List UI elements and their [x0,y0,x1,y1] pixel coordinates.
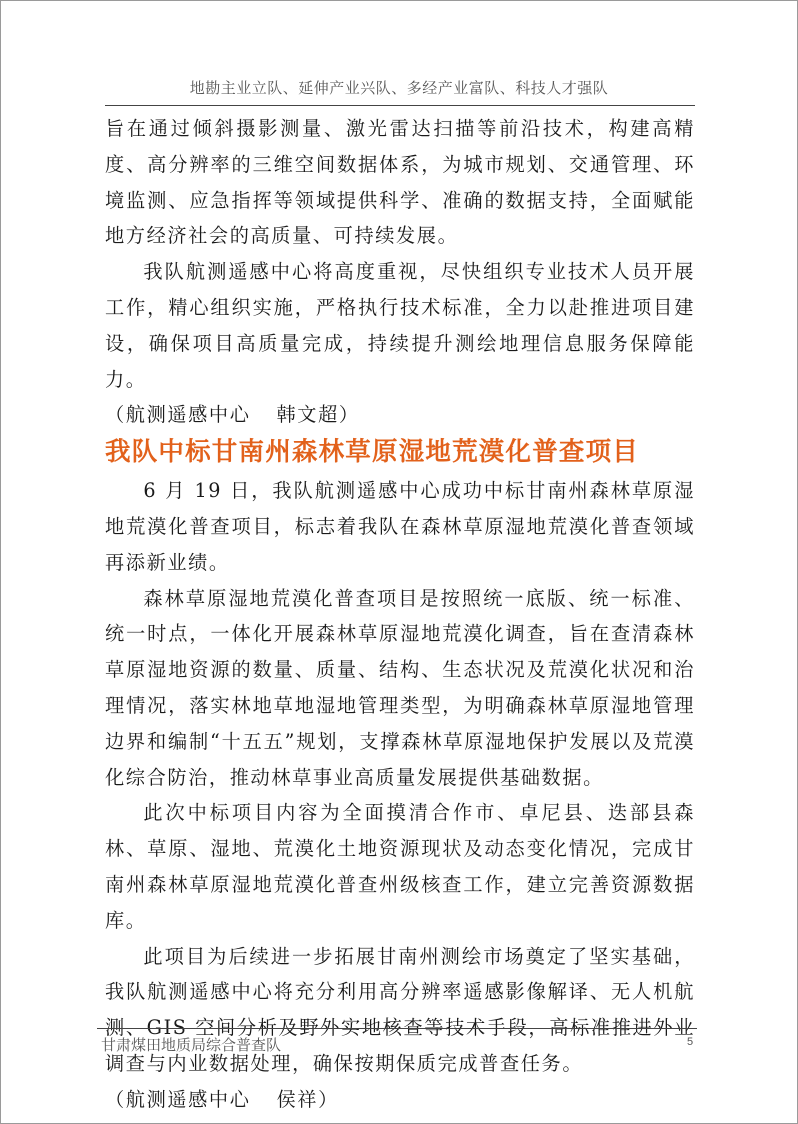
article-signature [105,1082,695,1118]
article-paragraph-3: 此次中标项目内容为全面摸清合作市、卓尼县、迭部县森林、草原、湿地、荒漠化土地资源现状及动态变化情况，完成甘南州森林草原湿地荒漠化普查州级核查工作，建立完善资源数据库。 [105,801,695,932]
article-paragraph-2: 森林草原湿地荒漠化普查项目是按照统一底版、统一标准、统一时点，一体化开展森林草原湿地荒漠化调查，旨在查清森林草原湿地资源的数量、质量、结构、生态状况及荒漠化状况和治理情况，落实林地草地湿地管理类型，为明确森林草原湿地管理边界和编制“十五五”规划，支撑森林草原湿地保护发展以及荒漠化综合防治，推动林草事业高质量发展提供基础数据。 [105,586,695,789]
signature-name: 韩文超） [276,403,360,427]
signature-unit: （航测遥感中心 [105,1087,251,1111]
continuation-paragraph-2: 我队航测遥感中心将高度重视，尽快组织专业技术人员开展工作，精心组织实施，严格执行技术标准，全力以赴推进项目建设，确保项目高质量完成，持续提升测绘地理信息服务保障能力。 [105,260,695,391]
article-title: 我队中标甘南州森林草原湿地荒漠化普查项目 [105,437,640,468]
continuation-paragraph-1: 旨在通过倾斜摄影测量、激光雷达扫描等前沿技术，构建高精度、高分辨率的三维空间数据体系，为城市规划、交通管理、环境监测、应急指挥等领域提供科学、准确的数据支持，全面赋能地方经济社会的高质量、可持续发展。 [105,117,695,248]
page-number: 5 [687,1036,694,1048]
body-text [105,111,695,1118]
article-paragraph-1: 6 月 19 日，我队航测遥感中心成功中标甘南州森林草原湿地荒漠化普查项目，标志着我队在森林草原湿地荒漠化普查领域再添新业绩。 [105,479,695,574]
footer-divider [97,1028,697,1029]
header-slogan: 地勘主业立队、延伸产业兴队、多经产业富队、科技人才强队 [189,79,609,97]
footer-organization: 甘肃煤田地质局综合普查队 [101,1036,282,1054]
signature-unit: （航测遥感中心 [105,403,251,427]
article-paragraph-4: 此项目为后续进一步拓展甘南州测绘市场奠定了坚实基础，我队航测遥感中心将充分利用高分辨率遥感影像解译、无人机航测、GIS 空间分析及野外实地核查等技术手段，高标准推进外业调查与内业数据处理，确保按期保质完成普查任务。 [105,944,695,1075]
header-divider [105,105,695,106]
signature-name: 侯祥） [276,1087,339,1111]
continuation-signature [105,397,695,433]
